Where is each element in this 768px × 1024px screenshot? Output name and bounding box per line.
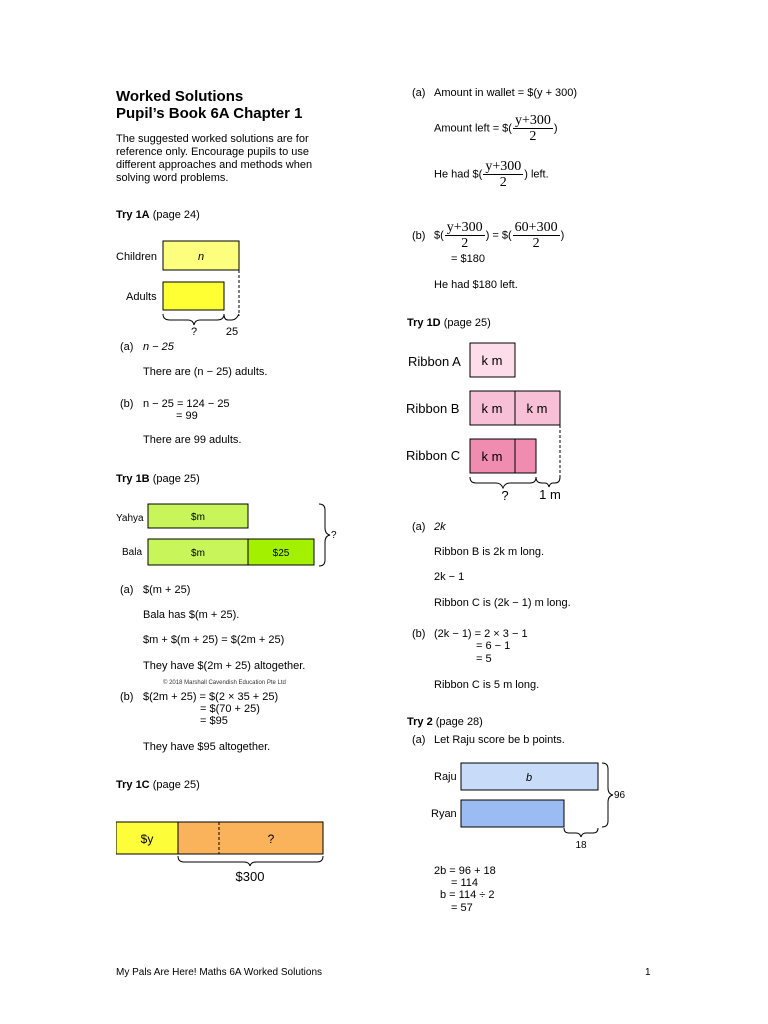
ribbon-c-bar-2 bbox=[515, 439, 536, 473]
remaining-bar bbox=[178, 822, 323, 854]
ribbon-a-km-label: k m bbox=[481, 353, 503, 368]
b-close: ) bbox=[560, 229, 565, 242]
children-n-label: n bbox=[197, 251, 205, 263]
try1c-b-label: (b) bbox=[412, 230, 426, 242]
fraction-numerator: y+300 bbox=[514, 113, 551, 128]
try1b-title: Try 1B bbox=[116, 473, 150, 485]
try1b-b-label: (b) bbox=[120, 691, 134, 703]
try1c-a-label: (a) bbox=[412, 87, 426, 99]
b-middle: ) = $( bbox=[485, 229, 512, 242]
ribbon-b-label: Ribbon B bbox=[406, 401, 460, 416]
total-300-brace bbox=[178, 856, 323, 866]
try1a-a-expr: n − 25 bbox=[143, 341, 174, 353]
try2-calc3: b = 114 ÷ 2 bbox=[440, 889, 495, 901]
try1b-b-line2: = $(70 + 25) bbox=[200, 703, 260, 715]
try1b-b-line1: $(2m + 25) = $(2 × 35 + 25) bbox=[143, 691, 279, 703]
try1d-a-label: (a) bbox=[412, 521, 426, 533]
children-label: Children bbox=[116, 251, 157, 263]
try1a-b-label: (b) bbox=[120, 398, 134, 410]
try1b-a-label: (a) bbox=[120, 584, 134, 596]
try1c-b-answer: He had $180 left. bbox=[434, 279, 518, 291]
ribbon-c-label: Ribbon C bbox=[406, 448, 461, 463]
b-fraction-1 bbox=[445, 220, 485, 251]
intro-paragraph: The suggested worked solutions are for reference only. Encourage pupils to use different approaches and methods when solving word problems. bbox=[116, 133, 313, 184]
bala-label: Bala bbox=[122, 547, 143, 558]
adults-label: Adults bbox=[126, 291, 157, 303]
try1d-heading bbox=[407, 317, 491, 329]
try2-calc4: = 57 bbox=[451, 902, 473, 914]
try1b-heading bbox=[116, 473, 200, 485]
try1a-a-label: (a) bbox=[120, 341, 134, 353]
difference-18-label: 18 bbox=[575, 840, 587, 851]
amount-left-close: ) bbox=[553, 122, 558, 135]
try2-a-label: (a) bbox=[412, 734, 426, 746]
ryan-bar bbox=[461, 800, 564, 827]
fraction-denominator: 2 bbox=[499, 175, 507, 190]
try1b-a-expr: $(m + 25) bbox=[143, 584, 191, 596]
try1a-a-answer: There are (n − 25) adults. bbox=[143, 366, 268, 378]
try1c-page: (page 25) bbox=[152, 779, 200, 791]
b-fraction-2 bbox=[513, 220, 560, 251]
fraction-numerator: y+300 bbox=[485, 159, 522, 174]
fraction-denominator: 2 bbox=[529, 129, 537, 144]
spent-y-label: $y bbox=[140, 832, 154, 846]
had-left-suffix: ) left. bbox=[524, 168, 549, 181]
had-left-fraction bbox=[483, 159, 523, 190]
fraction-numerator: y+300 bbox=[446, 220, 483, 235]
try1a-b-answer: There are 99 adults. bbox=[143, 434, 242, 446]
fraction-denominator: 2 bbox=[532, 236, 540, 251]
total-96-brace bbox=[602, 763, 613, 827]
try1a-b-line1: n − 25 = 124 − 25 bbox=[143, 398, 230, 410]
try1d-b-line1: (2k − 1) = 2 × 3 − 1 bbox=[434, 628, 528, 640]
had-left-prefix: He had $( bbox=[434, 168, 483, 181]
try1c-b-line1 bbox=[434, 220, 564, 251]
try2-a-line1: Let Raju score be b points. bbox=[434, 734, 565, 746]
try1a-page: (page 24) bbox=[152, 209, 200, 221]
try1d-b-line3: = 5 bbox=[476, 653, 492, 665]
amount-left-line bbox=[434, 113, 558, 144]
footer-book-title: My Pals Are Here! Maths 6A Worked Solutions bbox=[116, 967, 323, 978]
try1b-b-answer: They have $95 altogether. bbox=[143, 741, 271, 753]
try2-calc2: = 114 bbox=[451, 877, 479, 889]
remaining-question-label: ? bbox=[267, 832, 275, 846]
adults-brace bbox=[163, 314, 224, 325]
one-metre-brace bbox=[536, 477, 560, 487]
try1c-title: Try 1C bbox=[116, 779, 150, 791]
try1c-bar-model bbox=[116, 818, 328, 890]
try1c-heading bbox=[116, 779, 200, 791]
try1a-title: Try 1A bbox=[116, 209, 150, 221]
total-300-label: $300 bbox=[235, 869, 265, 884]
ribbon-b-km-label-2: k m bbox=[526, 401, 548, 416]
bala-extra-label: $25 bbox=[272, 548, 290, 559]
ribbon-c-question-label: ? bbox=[501, 488, 509, 503]
try1d-a-line1: Ribbon B is 2k m long. bbox=[434, 546, 545, 558]
raju-b-label: b bbox=[525, 772, 533, 784]
adults-question-label: ? bbox=[190, 326, 198, 338]
difference-25-label: 25 bbox=[225, 326, 239, 338]
b-prefix: $( bbox=[434, 229, 444, 242]
try2-title: Try 2 bbox=[407, 716, 433, 728]
yahya-label: Yahya bbox=[116, 513, 144, 524]
try2-bar-model bbox=[428, 758, 634, 854]
ribbon-c-brace bbox=[470, 477, 536, 488]
difference-brace bbox=[224, 314, 239, 320]
try1b-page: (page 25) bbox=[152, 473, 200, 485]
difference-18-brace bbox=[564, 828, 598, 837]
title-line-1: Worked Solutions bbox=[116, 88, 244, 105]
try1d-a-expr: 2k bbox=[434, 521, 446, 533]
try1b-a-line3: They have $(2m + 25) altogether. bbox=[143, 660, 306, 672]
try1c-a-line1: Amount in wallet = $(y + 300) bbox=[434, 87, 578, 99]
total-96-label: 96 bbox=[614, 790, 626, 801]
amount-left-prefix: Amount left = $( bbox=[434, 122, 512, 135]
yahya-m-label: $m bbox=[191, 512, 205, 523]
footer-page-number: 1 bbox=[645, 967, 651, 978]
fraction-denominator: 2 bbox=[461, 236, 469, 251]
total-question-label: ? bbox=[331, 530, 337, 541]
try1d-page: (page 25) bbox=[443, 317, 491, 329]
try1b-a-line2: $m + $(m + 25) = $(2m + 25) bbox=[143, 634, 285, 646]
total-brace bbox=[319, 504, 330, 566]
try1d-bar-model bbox=[404, 340, 568, 506]
bala-m-label: $m bbox=[191, 548, 205, 559]
try2-heading bbox=[407, 716, 483, 728]
fraction-numerator: 60+300 bbox=[514, 220, 558, 235]
try1b-b-line3: = $95 bbox=[200, 715, 228, 727]
had-left-line bbox=[434, 159, 549, 190]
try2-page: (page 28) bbox=[435, 716, 483, 728]
try2-calc1: 2b = 96 + 18 bbox=[434, 865, 496, 877]
amount-left-fraction bbox=[513, 113, 553, 144]
try1d-b-label: (b) bbox=[412, 628, 426, 640]
ribbon-b-km-label-1: k m bbox=[481, 401, 503, 416]
try1d-a-line2: 2k − 1 bbox=[434, 571, 465, 583]
one-metre-label: 1 m bbox=[539, 487, 561, 502]
ryan-label: Ryan bbox=[431, 808, 457, 820]
try1d-a-line3: Ribbon C is (2k − 1) m long. bbox=[434, 597, 571, 609]
ribbon-c-km-label: k m bbox=[481, 449, 503, 464]
title-line-2: Pupil’s Book 6A Chapter 1 bbox=[116, 105, 303, 122]
ribbon-a-label: Ribbon A bbox=[408, 354, 461, 369]
try1d-b-line2: = 6 − 1 bbox=[476, 640, 511, 652]
adults-bar bbox=[163, 282, 224, 310]
try1b-bar-model bbox=[112, 500, 344, 570]
try1a-b-line2: = 99 bbox=[176, 410, 198, 422]
try1a-heading bbox=[116, 209, 200, 221]
try1c-b-line2: = $180 bbox=[451, 253, 485, 265]
try1d-b-answer: Ribbon C is 5 m long. bbox=[434, 679, 540, 691]
raju-label: Raju bbox=[434, 771, 457, 783]
copyright-notice: © 2018 Marshall Cavendish Education Pte Ltd bbox=[163, 680, 286, 686]
try1d-title: Try 1D bbox=[407, 317, 441, 329]
try1b-a-line1: Bala has $(m + 25). bbox=[143, 609, 240, 621]
try1a-bar-model bbox=[112, 236, 252, 340]
